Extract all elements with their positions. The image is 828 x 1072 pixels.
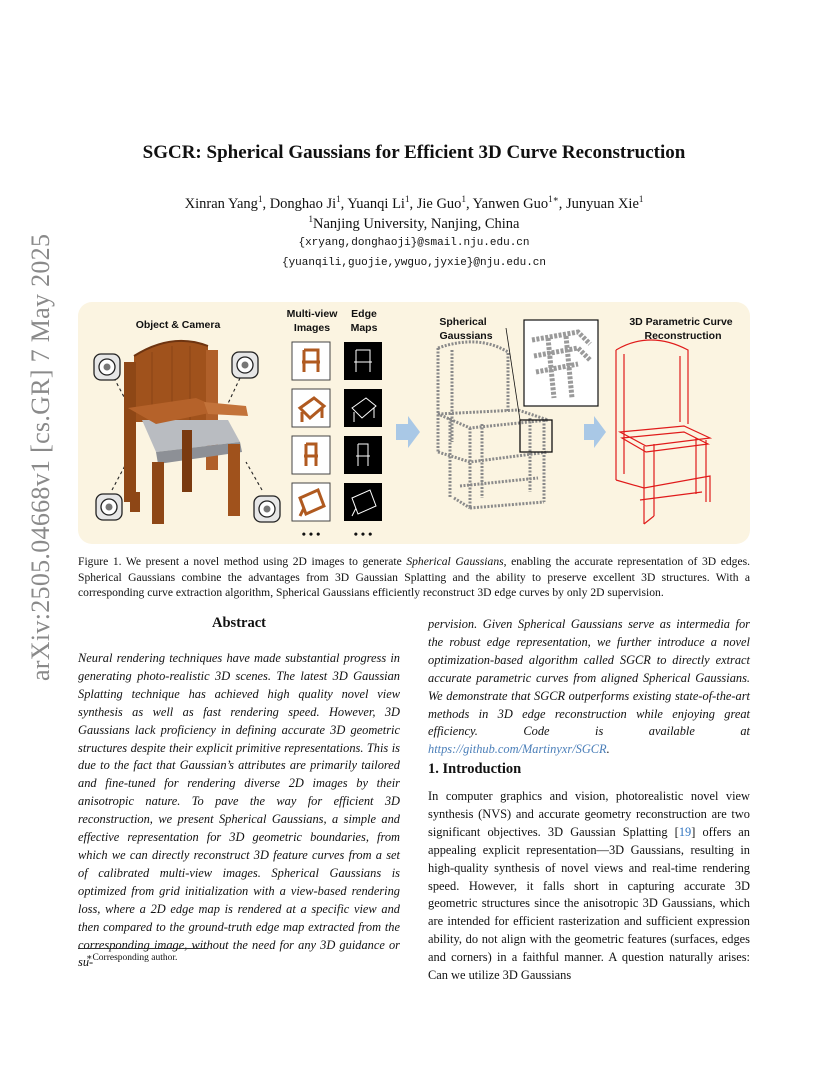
label-parametric-1: 3D Parametric Curve: [629, 316, 733, 328]
affiliation-mark: 1: [308, 214, 314, 224]
introduction-body: [428, 788, 750, 985]
label-object-camera: Object & Camera: [135, 319, 221, 331]
citation-link[interactable]: 19: [678, 824, 692, 839]
teaser-figure: [78, 302, 750, 544]
affiliation: [0, 214, 828, 233]
footnote: ∗Corresponding author.: [86, 953, 178, 963]
paper-title: SGCR: Spherical Gaussians for Efficient 3D Curve Reconstruction: [142, 142, 686, 163]
label-parametric-2: Reconstruction: [644, 330, 722, 342]
edgemap-ellipsis: • • •: [353, 527, 373, 541]
multiview-ellipsis: • • •: [301, 527, 321, 541]
abstract-body-right: pervision. Given Spherical Gaussians serve as intermedia for the robust edge representation, we further introduce a novel optimization-based algorithm called SGCR to directly extract accurate parametric curves from aligned Spherical Gaussians. We demonstrate that SGCR outperforms existing state-of-the-art methods in 3D edge reconstruction while enjoying great efficiency. Code is available at https://github.com/Martinyxr/SGCR.: [428, 617, 750, 757]
arxiv-side-stamp: arXiv:2505.04668v1 [cs.GR] 7 May 2025: [26, 233, 55, 681]
label-edge-1: Edge: [351, 308, 377, 320]
abstract-body-left: Neural rendering techniques have made substantial progress in generating photo-realistic 3D scenes. The latest 3D Gaussian Splatting technique has achieved high quality novel view synthesis as well as fast rendering speed. However, 3D Gaussians lack proficiency in defining accurate 3D geometric structures despite their explicit primitive representations. This is due to the fact that Gaussian’s attributes are primarily tailored and fine-tuned for rendering diverse 2D images by their anisotropic nature. To pave the way for efficient 3D reconstruction, we present Spherical Gaussians, a simple and effective representation for 3D geometric boundaries, from which we can directly reconstruct 3D feature curves from a set of calibrated multi-view images. Spherical Gaussians is optimized from grid initialization with a view-based rendering loss, where a 2D edge map is rendered at a specific view and then compared to the ground-truth edge map extracted from the corresponding image, without the need for any 3D guidance or su-: [78, 651, 400, 970]
footnote-rule: [78, 948, 208, 949]
abstract-continuation: pervision. Given Spherical Gaussians serve as intermedia for the robust edge representation, we further introduce a novel optimization-based algorithm called SGCR to directly extract accurate parametric curves from aligned Spherical Gaussians. We demonstrate that SGCR outperforms existing state-of-the-art methods in 3D edge reconstruction while enjoying great efficiency. Code is available at: [428, 617, 750, 739]
intro-text-part-2: ] offers an appealing explicit representation—3D Gaussians, resulting in high-quality synthesis of novel views and real-time rendering speed. However, it falls short in capturing accurate 3D geometric structures since the anisotropic 3D Gaussians, which are intended for efficient rasterization and sufficient expression ability, do not align with the geometric features (surfaces, edges and corners) in a faithful manner. A question naturally arises: Can we utilize 3D Gaussians: [428, 824, 750, 983]
abstract-heading: Abstract: [212, 615, 266, 631]
author-list: Xinran Yang$^1$, Donghao Ji$^1$, Yuanqi Li$^1$, Jie Guo$^1$, Yanwen Guo$^{1∗}$, Junyuan Xie$^1$: [184, 194, 644, 212]
figure-caption: Figure 1. We present a novel method using 2D images to generate Spherical Gaussians, enabling the accurate representation of 3D edges. Spherical Gaussians combine the advantages from 3D Gaussian Splatting and the ability to preserve excellent 3D structures. With a corresponding curve extraction algorithm, Spherical Gaussians efficiently reconstruct 3D edge curves by only 2D supervision.: [78, 555, 751, 599]
label-spherical-2: Gaussians: [439, 330, 493, 342]
label-multiview-1: Multi-view: [286, 308, 338, 320]
email-line-2[interactable]: {yuanqili,guojie,ywguo,jyxie}@nju.edu.cn: [281, 257, 547, 269]
code-link[interactable]: https://github.com/Martinyxr/SGCR: [428, 742, 607, 757]
label-multiview-2: Images: [293, 322, 331, 334]
intro-text-part-1: In computer graphics and vision, photorealistic novel view synthesis (NVS) and accurate geometry reconstruction are two significant objectives. 3D Gaussian Splatting [: [428, 789, 750, 839]
label-spherical-1: Spherical: [439, 316, 487, 328]
introduction-heading: 1. Introduction: [428, 761, 522, 777]
label-edge-2: Maps: [350, 322, 378, 334]
email-line-1[interactable]: {xryang,donghaoji}@smail.nju.edu.cn: [298, 237, 530, 249]
affiliation-text: Nanjing University, Nanjing, China: [313, 215, 520, 232]
